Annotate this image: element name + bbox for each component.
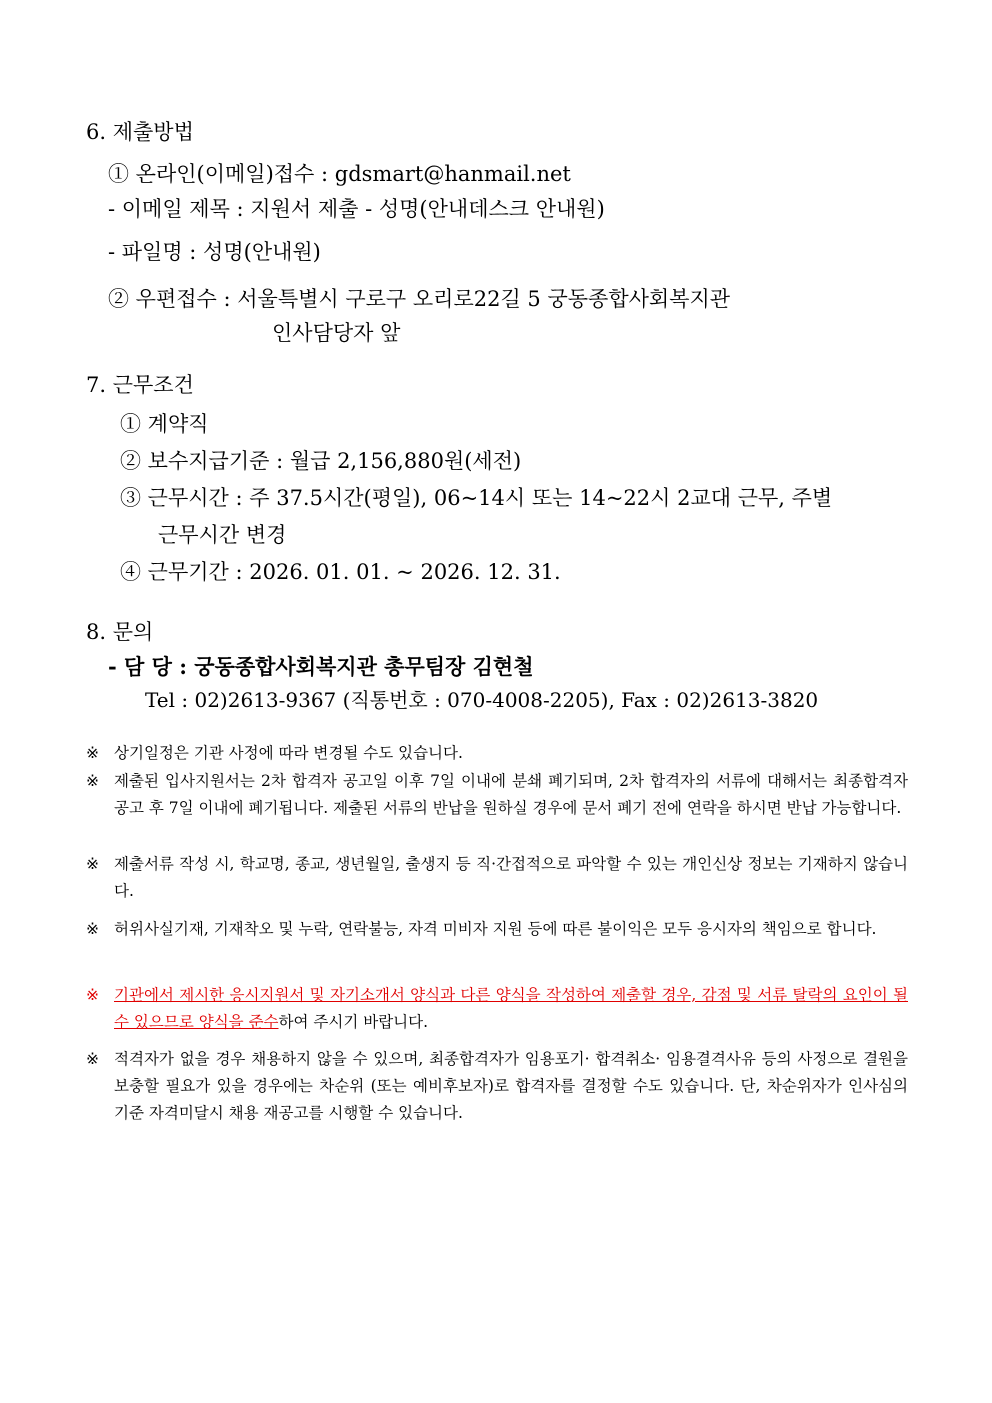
online-submission-line: ① 온라인(이메일)접수 : gdsmart@hanmail.net	[108, 162, 571, 186]
postal-recipient-line: 인사담당자 앞	[272, 321, 401, 345]
work-period-line: ④ 근무기간 : 2026. 01. 01. ~ 2026. 12. 31.	[120, 560, 561, 584]
section-6-title: 6. 제출방법	[86, 120, 194, 144]
contract-type-line: ① 계약직	[120, 412, 209, 436]
salary-line: ② 보수지급기준 : 월급 2,156,880원(세전)	[120, 449, 522, 473]
email-subject-line: - 이메일 제목 : 지원서 제출 - 성명(안내데스크 안내원)	[108, 197, 605, 221]
contact-person-line: - 담 당 : 궁동종합사회복지관 총무팀장 김현철	[108, 654, 534, 679]
note-mark: ※	[86, 772, 99, 790]
contact-phone-line: Tel : 02)2613-9367 (직통번호 : 070-4008-2205), Fax : 02)2613-3820	[145, 688, 819, 712]
work-hours-line: ③ 근무시간 : 주 37.5시간(평일), 06~14시 또는 14~22시 2교대 근무, 주별	[120, 486, 833, 510]
note-text: 제출서류 작성 시, 학교명, 종교, 생년월일, 출생지 등 직·간접적으로 파악할 수 있는 개인신상 정보는 기재하지 않습니다.	[114, 855, 908, 900]
file-name-line: - 파일명 : 성명(안내원)	[108, 240, 321, 264]
section-7-title: 7. 근무조건	[86, 373, 194, 397]
note-text: 상기일정은 기관 사정에 따라 변경될 수도 있습니다.	[114, 744, 463, 762]
note-mark: ※	[86, 744, 99, 762]
note-text: 허위사실기재, 기재착오 및 누락, 연락불능, 자격 미비자 지원 등에 따른 불이익은 모두 응시자의 책임으로 합니다.	[114, 920, 877, 938]
note-mark: ※	[86, 855, 99, 873]
note-mark: ※	[86, 986, 99, 1004]
note-red-text: 기관에서 제시한 응시지원서 및 자기소개서 양식과 다른 양식을 작성하여 제출할 경우, 감점 및 서류 탈락의 요인이 될 수 있으므로 양식을 준수	[114, 986, 908, 1031]
note-text: 적격자가 없을 경우 채용하지 않을 수 있으며, 최종합격자가 임용포기· 합격취소· 임용결격사유 등의 사정으로 결원을 보충할 필요가 있을 경우에는 차순위 (또는 예비후보자)로 합격자를 결정할 수도 있습니다. 단, 차순위자가 인사심의 기준 자격미달시 채용 재공고를 시행할 수 있습니다.	[114, 1050, 908, 1122]
work-hours-continued-line: 근무시간 변경	[158, 523, 287, 547]
note-text: 제출된 입사지원서는 2차 합격자 공고일 이후 7일 이내에 분쇄 폐기되며, 2차 합격자의 서류에 대해서는 최종합격자 공고 후 7일 이내에 폐기됩니다. 제출된 서류의 반납을 원하실 경우에 문서 폐기 전에 연락을 하시면 반납 가능합니다.	[114, 772, 908, 817]
section-8-title: 8. 문의	[86, 620, 154, 644]
postal-submission-line: ② 우편접수 : 서울특별시 구로구 오리로22길 5 궁동종합사회복지관	[108, 287, 731, 311]
note-mark: ※	[86, 920, 99, 938]
note-text: 하여 주시기 바랍니다.	[278, 1013, 429, 1031]
note-mark: ※	[86, 1050, 99, 1068]
